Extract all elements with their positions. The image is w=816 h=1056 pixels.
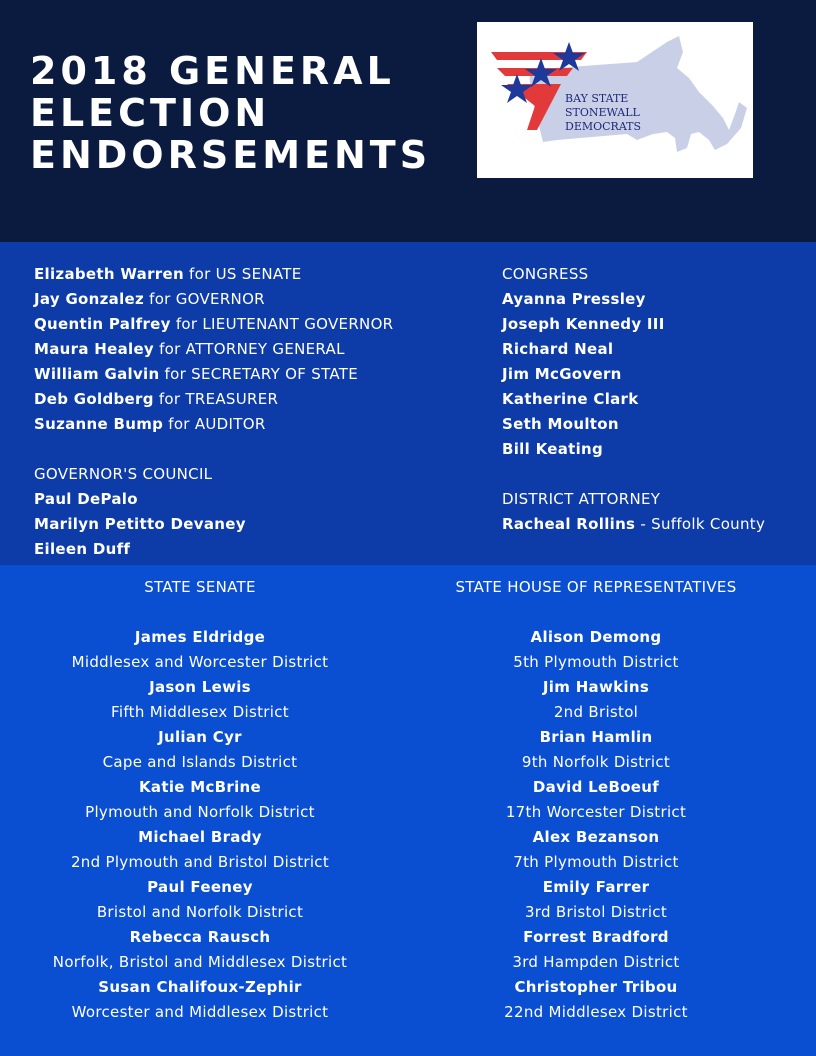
congress-member: Bill Keating xyxy=(502,440,604,458)
senate-candidate-district: Middlesex and Worcester District xyxy=(71,653,329,671)
senate-candidate-name: Michael Brady xyxy=(138,828,262,846)
bay-state-stonewall-logo xyxy=(477,22,753,178)
council-member: Eileen Duff xyxy=(34,540,131,558)
senate-candidate-name: Julian Cyr xyxy=(158,728,242,746)
congress-member: Jim McGovern xyxy=(502,365,622,383)
congress-member: Katherine Clark xyxy=(502,390,639,408)
state-house-column xyxy=(396,575,796,1025)
house-candidate-district: 2nd Bristol xyxy=(553,703,639,721)
house-candidate-district: 9th Norfolk District xyxy=(521,753,671,771)
senate-candidate-district: Plymouth and Norfolk District xyxy=(85,803,315,821)
title-line: 2018 GENERAL xyxy=(30,49,395,93)
congress-member: Seth Moulton xyxy=(502,415,619,433)
house-candidate-name: Forrest Bradford xyxy=(523,928,669,946)
senate-candidate-district: Cape and Islands District xyxy=(102,753,298,771)
house-candidate-name: Emily Farrer xyxy=(542,878,650,896)
page-title xyxy=(30,50,431,176)
governors-council-heading: GOVERNOR'S COUNCIL xyxy=(34,465,213,483)
logo-text-line: STONEWALL xyxy=(565,106,640,119)
house-candidate-name: Brian Hamlin xyxy=(539,728,653,746)
senate-candidate-district: 2nd Plymouth and Bristol District xyxy=(70,853,330,871)
senate-candidate-district: Norfolk, Bristol and Middlesex District xyxy=(52,953,348,971)
state-house-heading: STATE HOUSE OF REPRESENTATIVES xyxy=(455,578,737,596)
house-candidate-district: 3rd Bristol District xyxy=(524,903,668,921)
state-senate-heading: STATE SENATE xyxy=(144,578,256,596)
congress-column xyxy=(502,262,765,537)
district-attorney-endorsement: Racheal Rollins - Suffolk County xyxy=(502,515,766,533)
senate-candidate-name: Katie McBrine xyxy=(139,778,261,796)
logo-text-line: BAY STATE xyxy=(565,92,629,105)
title-line: ELECTION xyxy=(30,91,271,135)
congress-member: Ayanna Pressley xyxy=(502,290,646,308)
statewide-endorsement: Jay Gonzalez for GOVERNOR xyxy=(34,290,265,308)
state-senate-column xyxy=(0,575,400,1025)
council-member: Paul DePalo xyxy=(34,490,138,508)
house-candidate-district: 3rd Hampden District xyxy=(512,953,680,971)
senate-candidate-district: Fifth Middlesex District xyxy=(111,703,289,721)
house-candidate-name: Christopher Tribou xyxy=(514,978,678,996)
senate-candidate-name: Jason Lewis xyxy=(149,678,251,696)
council-member: Marilyn Petitto Devaney xyxy=(34,515,246,533)
house-candidate-name: Alison Demong xyxy=(530,628,662,646)
house-candidate-name: David LeBoeuf xyxy=(532,778,660,796)
district-attorney-heading: DISTRICT ATTORNEY xyxy=(502,490,661,508)
statewide-endorsement: Suzanne Bump for AUDITOR xyxy=(34,415,266,433)
senate-candidate-name: James Eldridge xyxy=(134,628,266,646)
legislature-section xyxy=(0,565,816,1056)
congress-heading: CONGRESS xyxy=(502,265,589,283)
statewide-section xyxy=(0,242,816,565)
senate-candidate-name: Paul Feeney xyxy=(147,878,253,896)
senate-candidate-name: Susan Chalifoux-Zephir xyxy=(98,978,302,996)
statewide-column xyxy=(34,262,393,562)
statewide-endorsement: Elizabeth Warren for US SENATE xyxy=(34,265,302,283)
statewide-endorsement: Quentin Palfrey for LIEUTENANT GOVERNOR xyxy=(34,315,394,333)
statewide-endorsement: William Galvin for SECRETARY OF STATE xyxy=(34,365,359,383)
congress-member: Joseph Kennedy III xyxy=(502,315,665,333)
congress-member: Richard Neal xyxy=(502,340,614,358)
title-line: ENDORSEMENTS xyxy=(30,133,432,177)
house-candidate-district: 22nd Middlesex District xyxy=(504,1003,688,1021)
header-banner xyxy=(0,0,816,242)
house-candidate-district: 17th Worcester District xyxy=(505,803,687,821)
house-candidate-name: Jim Hawkins xyxy=(542,678,650,696)
logo-text-line: DEMOCRATS xyxy=(565,120,642,133)
house-candidate-district: 5th Plymouth District xyxy=(513,653,679,671)
statewide-endorsement: Maura Healey for ATTORNEY GENERAL xyxy=(34,340,345,358)
senate-candidate-district: Worcester and Middlesex District xyxy=(71,1003,329,1021)
senate-candidate-district: Bristol and Norfolk District xyxy=(96,903,304,921)
house-candidate-name: Alex Bezanson xyxy=(532,828,660,846)
house-candidate-district: 7th Plymouth District xyxy=(513,853,679,871)
statewide-endorsement: Deb Goldberg for TREASURER xyxy=(34,390,279,408)
senate-candidate-name: Rebecca Rausch xyxy=(129,928,271,946)
